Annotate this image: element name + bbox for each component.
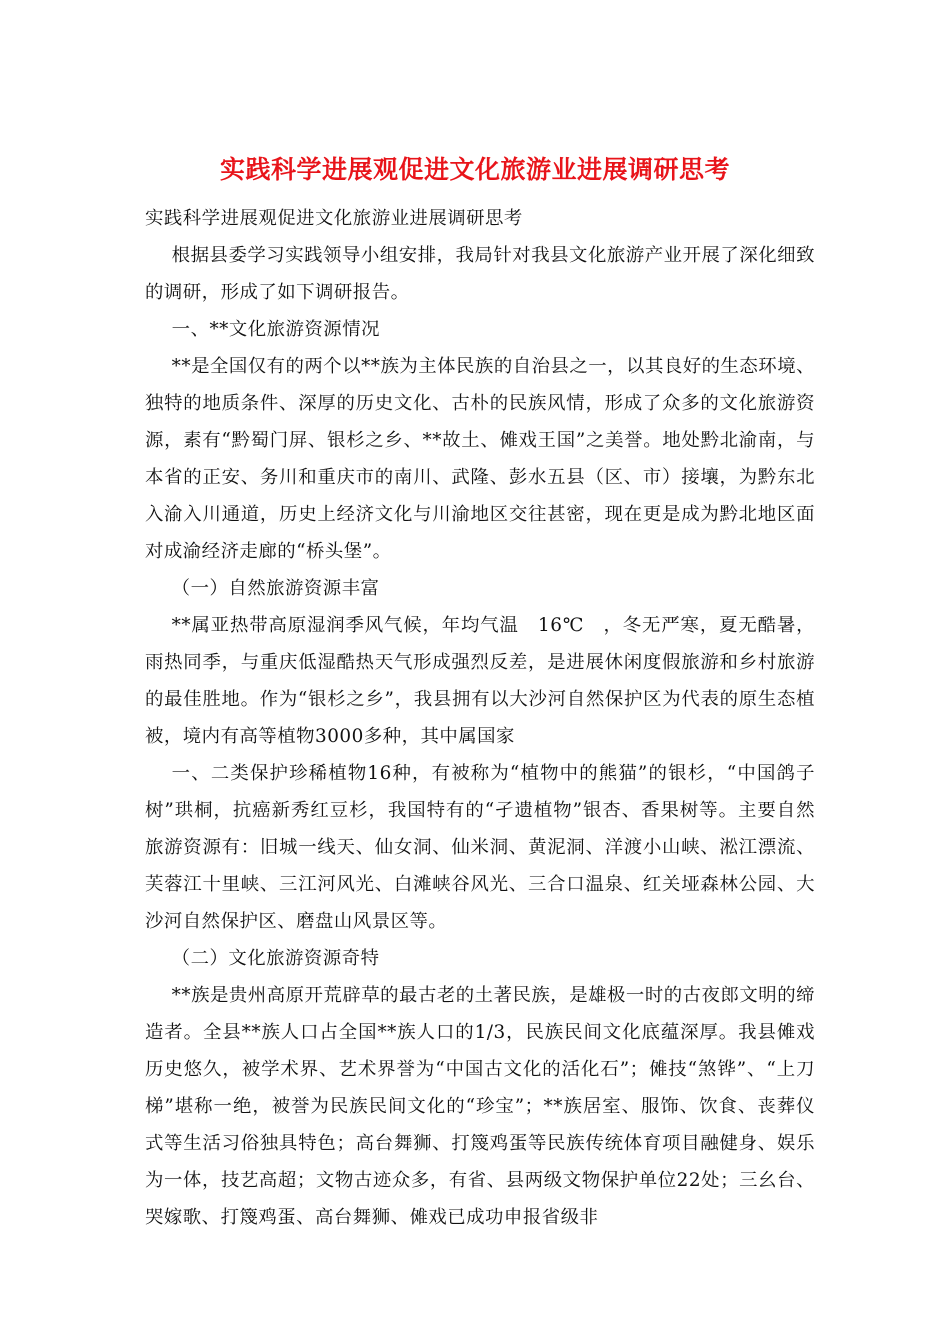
intro-paragraph: 根据县委学习实践领导小组安排，我局针对我县文化旅游产业开展了深化细致的调研，形成了如下调研报告。	[145, 245, 815, 303]
subsection-heading-1: （一）自然旅游资源丰富	[171, 578, 380, 599]
section-heading-1: 一、**文化旅游资源情况	[171, 319, 380, 340]
body-paragraph: **是全国仅有的两个以**族为主体民族的自治县之一，以其良好的生态环境、独特的地质条件、深厚的历史文化、古朴的民族风情，形成了众多的文化旅游资源，素有“黔蜀门屏、银杉之乡、**故土、傩戏王国”之美誉。地处黔北渝南，与本省的正安、务川和重庆市的南川、武隆、彭水五县（区、市）接壤，为黔东北入渝入川通道，历史上经济文化与川渝地区交往甚密，现在更是成为黔北地区面对成渝经济走廊的“桥头堡”。	[145, 356, 815, 562]
body-paragraph: **属亚热带高原湿润季风气候，年均气温 16℃ ，冬无严寒，夏无酷暑，雨热同季，与重庆低湿酷热天气形成强烈反差，是进展休闲度假旅游和乡村旅游的最佳胜地。作为“银杉之乡”，我县拥有以大沙河自然保护区为代表的原生态植被，境内有高等植物3000多种，其中属国家	[145, 615, 815, 747]
body-paragraph: **族是贵州高原开荒辟草的最古老的土著民族，是雄极一时的古夜郎文明的缔造者。全县**族人口占全国**族人口的1/3，民族民间文化底蕴深厚。我县傩戏历史悠久，被学术界、艺术界誉为“中国古文化的活化石”；傩技“煞铧”、“上刀梯”堪称一绝，被誉为民族民间文化的“珍宝”；**族居室、服饰、饮食、丧葬仪式等生活习俗独具特色；高台舞狮、打篾鸡蛋等民族传统体育项目融健身、娱乐为一体，技艺高超；文物古迹众多，有省、县两级文物保护单位22处；三幺台、哭嫁歌、打篾鸡蛋、高台舞狮、傩戏已成功申报省级非	[145, 985, 815, 1228]
subtitle-paragraph: 实践科学进展观促进文化旅游业进展调研思考	[145, 208, 523, 229]
document-title: 实践科学进展观促进文化旅游业进展调研思考	[219, 155, 730, 184]
document-body	[145, 200, 815, 1236]
subsection-heading-2: （二）文化旅游资源奇特	[171, 948, 380, 969]
body-paragraph: 一、二类保护珍稀植物16种，有被称为“植物中的熊猫”的银杉，“中国鸽子树”珙桐，抗癌新秀红豆杉，我国特有的“孑遗植物”银杏、香果树等。主要自然旅游资源有：旧城一线天、仙女洞、仙米洞、黄泥洞、洋渡小山峡、淞江漂流、芙蓉江十里峡、三江河风光、白滩峡谷风光、三合口温泉、红关垭森林公园、大沙河自然保护区、磨盘山风景区等。	[145, 763, 815, 932]
